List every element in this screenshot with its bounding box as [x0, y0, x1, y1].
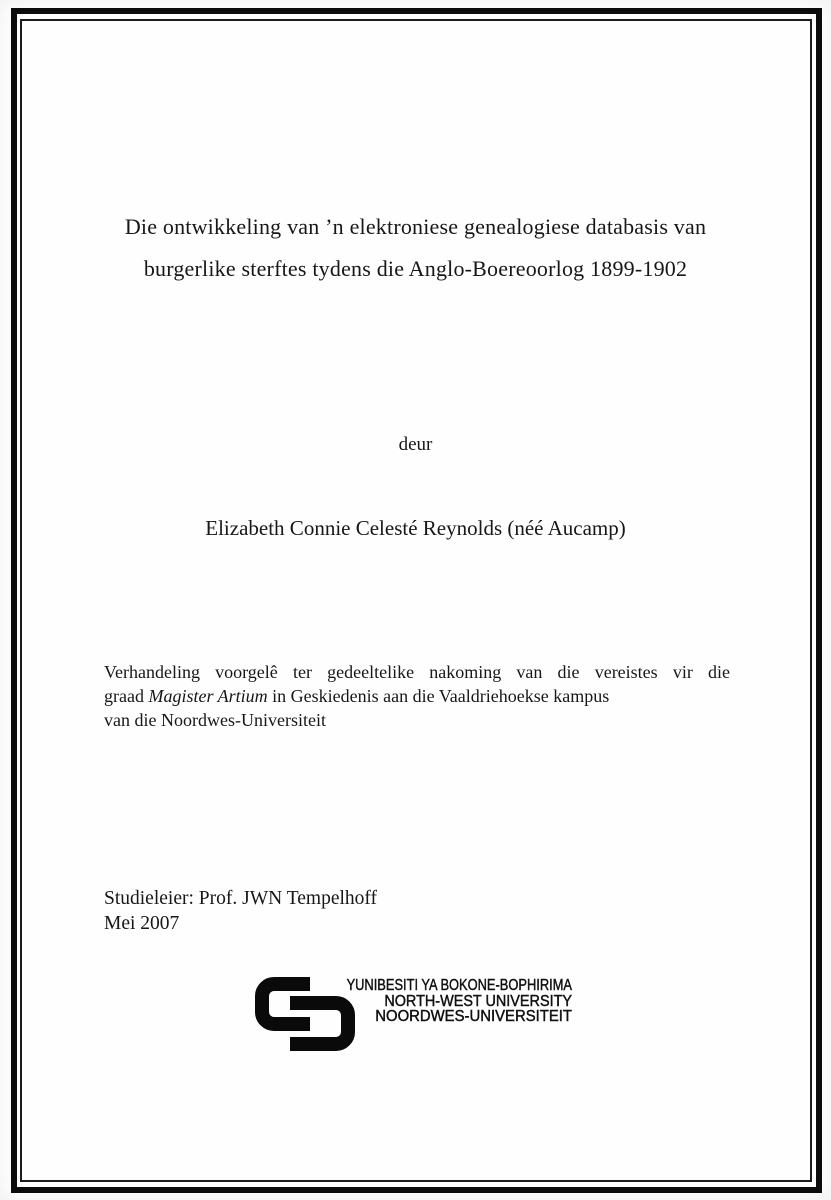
- page-title: [60, 206, 771, 290]
- statement-line-2: [104, 684, 730, 708]
- date-line: Mei 2007: [104, 913, 180, 934]
- degree-statement: [104, 660, 730, 732]
- university-name-block: [272, 978, 572, 1025]
- supervisor-line: Studieleier: Prof. JWN Tempelhoff: [104, 888, 378, 909]
- supervisor-block: [104, 886, 377, 936]
- university-name-afrikaans: NOORDWES-UNIVERSITEIT: [375, 1008, 572, 1026]
- university-name-english: NORTH-WEST UNIVERSITY: [384, 992, 572, 1010]
- statement-line-2-post: in Geskiedenis aan die Vaaldriehoekse kampus: [267, 686, 610, 706]
- statement-line-2-pre: graad: [104, 686, 149, 706]
- author-name: Elizabeth Connie Celesté Reynolds (néé Aucamp): [205, 516, 626, 540]
- degree-name-italic: Magister Artium: [148, 686, 268, 706]
- title-line-1: Die ontwikkeling van ’n elektroniese genealogiese databasis van: [124, 214, 707, 239]
- statement-line-1: Verhandeling voorgelê ter gedeeltelike nakoming van die vereistes vir die: [104, 662, 730, 682]
- statement-line-3: van die Noordwes-Universiteit: [104, 710, 326, 730]
- byline: deur: [398, 434, 433, 455]
- university-name-setswana: YUNIBESITI YA BOKONE-BOPHIRIMA: [346, 977, 572, 994]
- title-line-2: burgerlike sterftes tydens die Anglo-Boereoorlog 1899-1902: [143, 256, 688, 281]
